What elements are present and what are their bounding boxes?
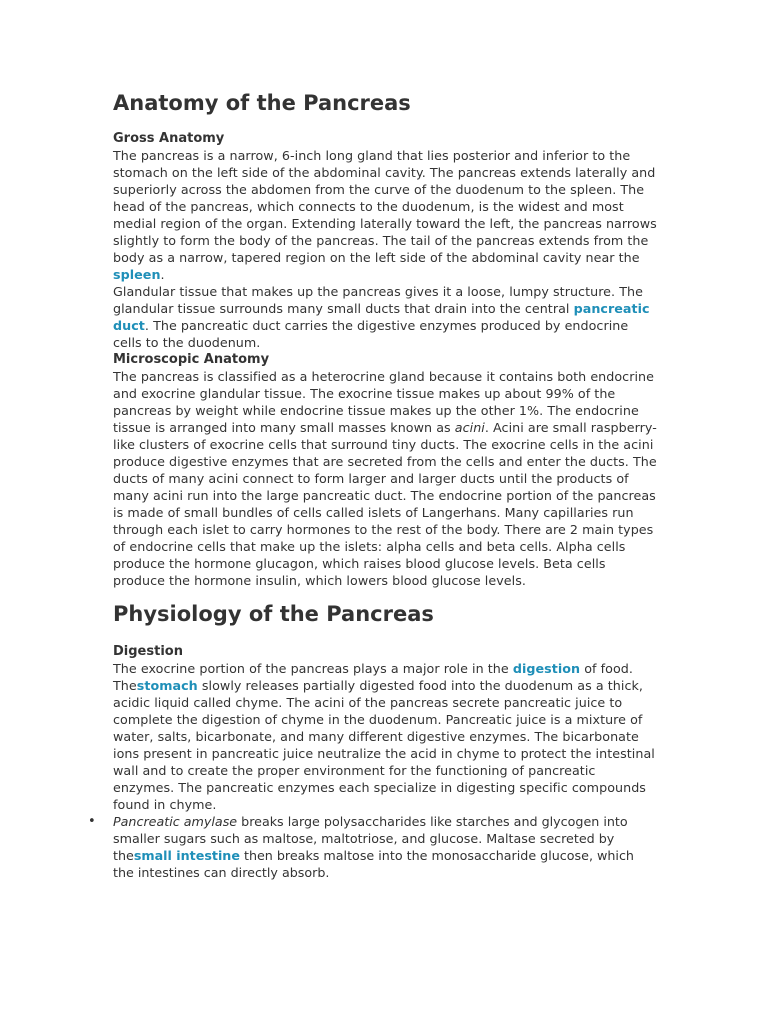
small-intestine-link[interactable]: small intestine [133, 848, 240, 863]
gross-p2-end: . The pancreatic duct carries the digestive enzymes produced by endocrine cells to the duodenum. [113, 318, 629, 350]
bullet-icon: • [88, 814, 96, 829]
bullet1-text-a: breaks large polysaccharides like starches and glycogen into smaller sugars such as maltose, maltotriose, and glucose. Maltase secreted by the [113, 814, 628, 863]
enzyme-list [88, 813, 658, 881]
digestion-heading: Digestion [113, 644, 183, 659]
gross-anatomy-paragraph-1 [113, 147, 658, 283]
digestion-p1-c: slowly releases partially digested food into the duodenum as a thick, acidic liquid called chyme. The acini of the pancreas secrete pancreatic juice to complete the digestion of chyme in the duodenum. Pancreatic juice is a mixture of water, salts, bicarbonate, and many different digestive enzymes. The bicarbonate ions present in pancreatic juice neutralize the acid in chyme to protect the intestinal wall and to create the proper environment for the functioning of pancreatic enzymes. The pancreatic enzymes each specialize in digesting specific compounds found in chyme. [113, 678, 655, 812]
digestion-p1-a: The exocrine portion of the pancreas plays a major role in the [113, 661, 513, 676]
pancreatic-duct-link[interactable]: pancreatic duct [113, 301, 650, 333]
micro-p1-text: The pancreas is classified as a heterocrine gland because it contains both endocrine and exocrine glandular tissue. The exocrine tissue makes up about 99% of the pancreas by weight while endocrine tissue makes up the other 1%. The endocrine tissue is arranged into many small masses known as [113, 369, 655, 435]
pancreatic-amylase-term: Pancreatic amylase [113, 814, 238, 829]
list-item [88, 813, 658, 881]
anatomy-title: Anatomy of the Pancreas [113, 91, 411, 115]
microscopic-anatomy-paragraph [113, 368, 658, 589]
micro-p1-end: . Acini are small raspberry-like clusters of exocrine cells that surround tiny ducts. The exocrine cells in the acini produce digestive enzymes that are secreted from the cells and enter the ducts. The ducts of many acini connect to form larger and larger ducts until the products of many acini run into the large pancreatic duct. The endocrine portion of the pancreas is made of small bundles of cells called islets of Langerhans. Many capillaries run through each islet to carry hormones to the rest of the body. There are 2 main types of endocrine cells that make up the islets: alpha cells and beta cells. Alpha cells produce the hormone glucagon, which raises blood glucose levels. Beta cells produce the hormone insulin, which lowers blood glucose levels. [113, 420, 657, 588]
spleen-link[interactable]: spleen [113, 267, 161, 282]
gross-anatomy-paragraph-2 [113, 283, 658, 351]
gross-p2-text: Glandular tissue that makes up the pancreas gives it a loose, lumpy structure. The glandular tissue surrounds many small ducts that drain into the central [113, 284, 643, 316]
gross-p1-text: The pancreas is a narrow, 6-inch long gland that lies posterior and inferior to the stomach on the left side of the abdominal cavity. The pancreas extends laterally and superiorly across the abdomen from the curve of the duodenum to the spleen. The head of the pancreas, which connects to the duodenum, is the widest and most medial region of the organ. Extending laterally toward the left, the pancreas narrows slightly to form the body of the pancreas. The tail of the pancreas extends from the body as a narrow, tapered region on the left side of the abdominal cavity near the [113, 148, 657, 265]
digestion-link[interactable]: digestion [512, 661, 581, 676]
digestion-paragraph [113, 660, 658, 813]
acini-term: acini [454, 420, 485, 435]
digestion-p1-b: of food. The [113, 661, 633, 693]
gross-p1-end: . [160, 267, 165, 282]
stomach-link[interactable]: stomach [136, 678, 198, 693]
document-body [88, 88, 658, 881]
gross-anatomy-heading: Gross Anatomy [113, 131, 225, 146]
physiology-title: Physiology of the Pancreas [113, 602, 434, 626]
bullet1-text-b: then breaks maltose into the monosaccharide glucose, which the intestines can directly absorb. [113, 848, 634, 880]
microscopic-anatomy-heading: Microscopic Anatomy [113, 352, 270, 367]
